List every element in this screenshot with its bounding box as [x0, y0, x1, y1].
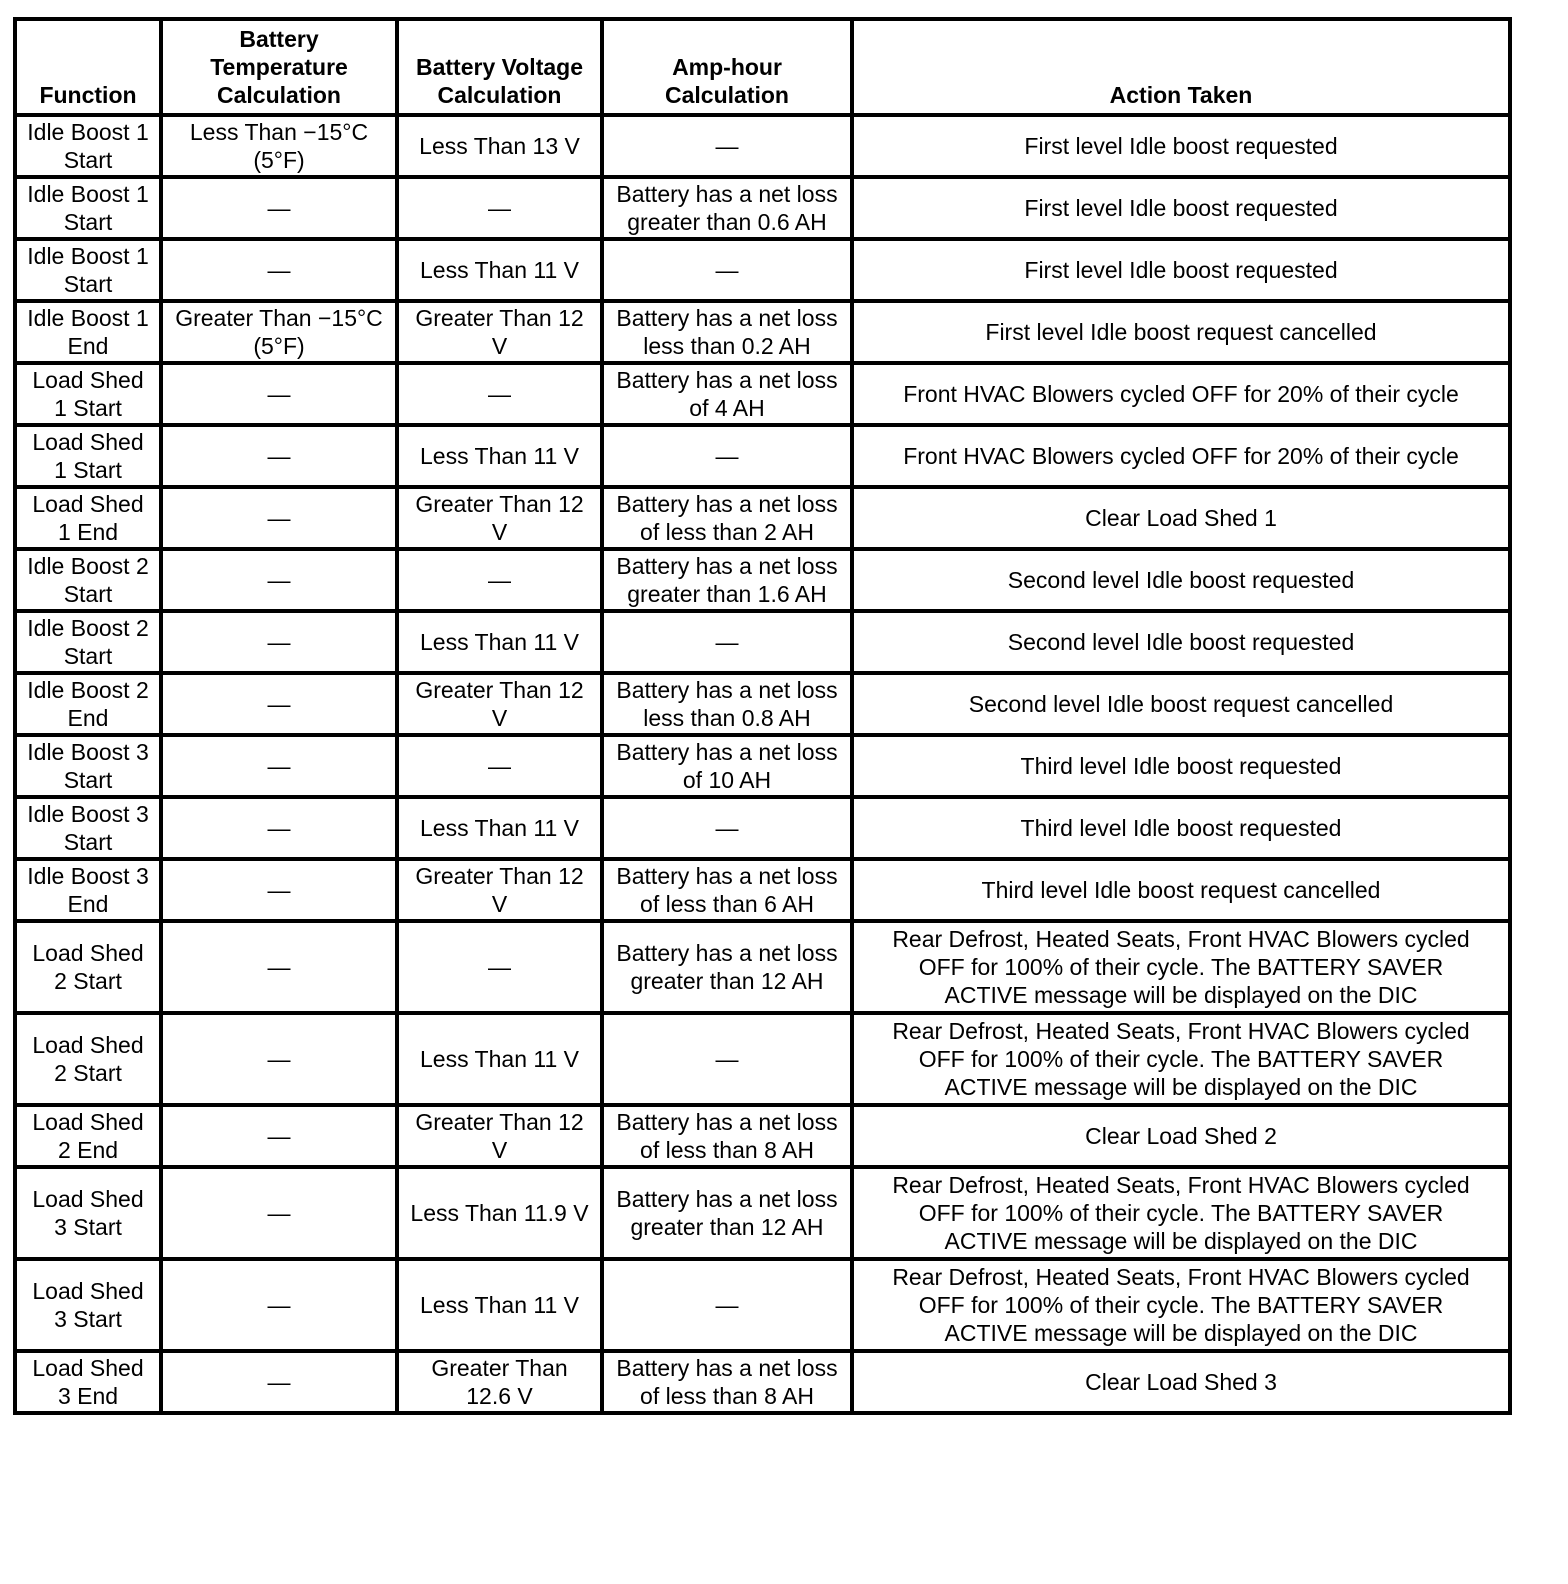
table-row: [15, 1259, 1510, 1351]
action-cell-text: Rear Defrost, Heated Seats, Front HVAC Blowers cycled OFF for 100% of their cycle. The BATTERY SAVER ACTIVE message will be displayed on the DIC: [892, 1172, 1470, 1254]
temperature-cell: [161, 363, 397, 425]
temperature-cell-text: Less Than −15°C (5°F): [189, 119, 369, 173]
function-cell-text: Idle Boost 3 Start: [27, 801, 149, 855]
temperature-cell: [161, 115, 397, 177]
temperature-cell: [161, 1351, 397, 1413]
temperature-cell-text: —: [267, 815, 291, 841]
function-cell: [15, 425, 161, 487]
temperature-cell-text: —: [267, 877, 291, 903]
amp-hour-cell-text: Battery has a net loss of less than 8 AH: [616, 1355, 838, 1409]
amp-hour-cell-text: Battery has a net loss less than 0.2 AH: [616, 305, 838, 359]
amp-hour-cell: [602, 239, 852, 301]
temperature-cell-text: —: [267, 753, 291, 779]
function-cell-text: Idle Boost 1 Start: [27, 243, 149, 297]
amp-hour-cell-text: —: [715, 815, 739, 841]
temperature-cell: [161, 859, 397, 921]
function-cell-text: Idle Boost 2 Start: [27, 553, 149, 607]
temperature-cell-text: —: [267, 195, 291, 221]
voltage-cell-text: Greater Than 12.6 V: [431, 1355, 568, 1409]
action-cell-text: Rear Defrost, Heated Seats, Front HVAC Blowers cycled OFF for 100% of their cycle. The BATTERY SAVER ACTIVE message will be displayed on the DIC: [892, 1018, 1470, 1100]
amp-hour-cell: [602, 611, 852, 673]
voltage-cell: [397, 549, 602, 611]
function-cell: [15, 487, 161, 549]
amp-hour-cell: [602, 115, 852, 177]
amp-hour-cell: [602, 735, 852, 797]
voltage-cell-text: Less Than 11 V: [420, 629, 579, 655]
amp-hour-cell-text: Battery has a net loss greater than 0.6 AH: [616, 181, 838, 235]
voltage-cell: [397, 363, 602, 425]
temperature-cell-text: —: [267, 1046, 291, 1072]
temperature-cell-text: —: [267, 1200, 291, 1226]
action-cell: [852, 549, 1510, 611]
amp-hour-cell: [602, 673, 852, 735]
action-cell-text: Clear Load Shed 2: [1085, 1123, 1277, 1149]
temperature-cell: [161, 549, 397, 611]
temperature-cell: [161, 301, 397, 363]
amp-hour-cell-text: —: [715, 443, 739, 469]
temperature-cell: [161, 797, 397, 859]
function-cell: [15, 735, 161, 797]
action-cell: [852, 611, 1510, 673]
function-cell-text: Load Shed 2 End: [32, 1109, 144, 1163]
function-cell-text: Load Shed 3 End: [32, 1355, 144, 1409]
temperature-cell-text: —: [267, 567, 291, 593]
amp-hour-cell-text: —: [715, 1046, 739, 1072]
temperature-cell: [161, 1259, 397, 1351]
voltage-cell: [397, 487, 602, 549]
action-cell: [852, 487, 1510, 549]
table-row: [15, 797, 1510, 859]
amp-hour-cell-text: Battery has a net loss greater than 12 AH: [616, 940, 838, 994]
amp-hour-cell: [602, 1351, 852, 1413]
function-cell: [15, 301, 161, 363]
voltage-cell-text: Less Than 13 V: [419, 133, 580, 159]
action-cell: [852, 239, 1510, 301]
table-row: [15, 1351, 1510, 1413]
function-cell: [15, 611, 161, 673]
action-cell-text: Front HVAC Blowers cycled OFF for 20% of their cycle: [903, 443, 1459, 469]
function-cell: [15, 1351, 161, 1413]
action-cell-text: First level Idle boost requested: [1024, 133, 1338, 159]
voltage-cell: [397, 797, 602, 859]
action-cell-text: Third level Idle boost requested: [1020, 753, 1342, 779]
table-row: [15, 239, 1510, 301]
action-cell-text: Second level Idle boost requested: [1007, 629, 1355, 655]
temperature-cell: [161, 1105, 397, 1167]
action-cell: [852, 859, 1510, 921]
amp-hour-cell: [602, 859, 852, 921]
table-row: [15, 1167, 1510, 1259]
table-row: [15, 1013, 1510, 1105]
action-cell: [852, 301, 1510, 363]
voltage-cell: [397, 115, 602, 177]
action-cell-text: Third level Idle boost requested: [1020, 815, 1342, 841]
function-cell: [15, 673, 161, 735]
voltage-cell-text: —: [488, 954, 511, 980]
voltage-cell: [397, 425, 602, 487]
table-row: [15, 115, 1510, 177]
voltage-cell-text: Less Than 11 V: [420, 1292, 579, 1318]
amp-hour-cell-text: —: [715, 133, 739, 159]
voltage-cell-text: —: [488, 195, 511, 221]
amp-hour-cell: [602, 301, 852, 363]
temperature-cell-text: —: [267, 443, 291, 469]
action-cell-text: Clear Load Shed 1: [1085, 505, 1277, 531]
action-cell-text: Second level Idle boost request cancelled: [968, 691, 1394, 717]
voltage-cell: [397, 1351, 602, 1413]
voltage-cell-text: Less Than 11 V: [420, 1046, 579, 1072]
amp-hour-cell-text: —: [715, 257, 739, 283]
temperature-cell: [161, 239, 397, 301]
amp-hour-cell-text: Battery has a net loss of less than 6 AH: [616, 863, 838, 917]
function-cell-text: Idle Boost 1 End: [27, 305, 149, 359]
voltage-cell: [397, 1013, 602, 1105]
table-row: [15, 1105, 1510, 1167]
voltage-cell-text: Greater Than 12 V: [415, 305, 584, 359]
function-cell: [15, 115, 161, 177]
header-battery-voltage: Battery Voltage Calculation: [397, 19, 602, 115]
amp-hour-cell: [602, 1105, 852, 1167]
temperature-cell: [161, 177, 397, 239]
action-cell-text: Second level Idle boost requested: [1007, 567, 1355, 593]
table-row: [15, 549, 1510, 611]
temperature-cell-text: —: [267, 505, 291, 531]
header-row: [15, 19, 1510, 115]
action-cell: [852, 797, 1510, 859]
function-cell: [15, 239, 161, 301]
amp-hour-cell: [602, 363, 852, 425]
action-cell: [852, 1013, 1510, 1105]
amp-hour-cell-text: Battery has a net loss greater than 12 AH: [616, 1186, 838, 1240]
action-cell: [852, 177, 1510, 239]
table-row: [15, 735, 1510, 797]
amp-hour-cell-text: Battery has a net loss of 10 AH: [616, 739, 838, 793]
action-cell-text: Front HVAC Blowers cycled OFF for 20% of their cycle: [903, 381, 1459, 407]
function-cell: [15, 363, 161, 425]
voltage-cell-text: —: [488, 753, 511, 779]
voltage-cell-text: —: [488, 567, 511, 593]
table-row: [15, 425, 1510, 487]
header-function: Function: [15, 19, 161, 115]
voltage-cell-text: Less Than 11 V: [420, 815, 579, 841]
temperature-cell-text: —: [267, 1292, 291, 1318]
voltage-cell-text: —: [488, 381, 511, 407]
temperature-cell: [161, 673, 397, 735]
temperature-cell: [161, 1013, 397, 1105]
voltage-cell: [397, 673, 602, 735]
function-cell: [15, 797, 161, 859]
action-cell-text: First level Idle boost requested: [1024, 195, 1338, 221]
voltage-cell-text: Less Than 11 V: [420, 443, 579, 469]
voltage-cell-text: Greater Than 12 V: [415, 677, 584, 731]
temperature-cell: [161, 1167, 397, 1259]
table-row: [15, 611, 1510, 673]
function-cell: [15, 549, 161, 611]
header-action-taken: Action Taken: [852, 19, 1510, 115]
action-cell: [852, 1351, 1510, 1413]
function-cell: [15, 859, 161, 921]
battery-management-table: [13, 17, 1512, 1415]
amp-hour-cell: [602, 549, 852, 611]
function-cell-text: Idle Boost 1 Start: [27, 119, 149, 173]
function-cell-text: Idle Boost 3 Start: [27, 739, 149, 793]
function-cell: [15, 921, 161, 1013]
function-cell-text: Idle Boost 1 Start: [27, 181, 149, 235]
amp-hour-cell: [602, 1259, 852, 1351]
function-cell-text: Idle Boost 3 End: [27, 863, 149, 917]
temperature-cell-text: —: [267, 257, 291, 283]
voltage-cell: [397, 239, 602, 301]
action-cell-text: First level Idle boost requested: [1024, 257, 1338, 283]
temperature-cell: [161, 487, 397, 549]
function-cell: [15, 1013, 161, 1105]
action-cell-text: Rear Defrost, Heated Seats, Front HVAC Blowers cycled OFF for 100% of their cycle. The BATTERY SAVER ACTIVE message will be displayed on the DIC: [892, 926, 1470, 1008]
voltage-cell: [397, 301, 602, 363]
amp-hour-cell: [602, 487, 852, 549]
amp-hour-cell: [602, 921, 852, 1013]
amp-hour-cell-text: Battery has a net loss less than 0.8 AH: [616, 677, 838, 731]
action-cell-text: Clear Load Shed 3: [1085, 1369, 1277, 1395]
header-battery-temperature: Battery Temperature Calculation: [161, 19, 397, 115]
action-cell-text: First level Idle boost request cancelled: [985, 319, 1377, 345]
temperature-cell-text: —: [267, 1369, 291, 1395]
temperature-cell-text: Greater Than −15°C (5°F): [175, 305, 383, 359]
voltage-cell-text: Greater Than 12 V: [415, 1109, 584, 1163]
voltage-cell: [397, 859, 602, 921]
table-row: [15, 177, 1510, 239]
function-cell-text: Idle Boost 2 Start: [27, 615, 149, 669]
amp-hour-cell: [602, 177, 852, 239]
temperature-cell-text: —: [267, 1123, 291, 1149]
temperature-cell: [161, 735, 397, 797]
voltage-cell: [397, 735, 602, 797]
function-cell-text: Idle Boost 2 End: [27, 677, 149, 731]
function-cell: [15, 1259, 161, 1351]
function-cell-text: Load Shed 1 End: [32, 491, 144, 545]
voltage-cell: [397, 1105, 602, 1167]
action-cell: [852, 1105, 1510, 1167]
temperature-cell: [161, 425, 397, 487]
action-cell-text: Rear Defrost, Heated Seats, Front HVAC Blowers cycled OFF for 100% of their cycle. The BATTERY SAVER ACTIVE message will be displayed on the DIC: [892, 1264, 1470, 1346]
temperature-cell: [161, 611, 397, 673]
function-cell-text: Load Shed 2 Start: [32, 1032, 144, 1086]
voltage-cell-text: Greater Than 12 V: [415, 863, 584, 917]
table-row: [15, 301, 1510, 363]
voltage-cell: [397, 1167, 602, 1259]
voltage-cell: [397, 1259, 602, 1351]
function-cell-text: Load Shed 1 Start: [32, 429, 144, 483]
amp-hour-cell-text: Battery has a net loss of less than 8 AH: [616, 1109, 838, 1163]
amp-hour-cell: [602, 425, 852, 487]
amp-hour-cell-text: Battery has a net loss of less than 2 AH: [616, 491, 838, 545]
temperature-cell-text: —: [267, 381, 291, 407]
table-row: [15, 487, 1510, 549]
action-cell-text: Third level Idle boost request cancelled: [981, 877, 1381, 903]
temperature-cell-text: —: [267, 954, 291, 980]
amp-hour-cell-text: —: [715, 1292, 739, 1318]
function-cell: [15, 177, 161, 239]
action-cell: [852, 1167, 1510, 1259]
temperature-cell: [161, 921, 397, 1013]
amp-hour-cell: [602, 1013, 852, 1105]
function-cell-text: Load Shed 3 Start: [32, 1186, 144, 1240]
function-cell-text: Load Shed 3 Start: [32, 1278, 144, 1332]
action-cell: [852, 1259, 1510, 1351]
action-cell: [852, 921, 1510, 1013]
table-row: [15, 859, 1510, 921]
action-cell: [852, 425, 1510, 487]
table-row: [15, 673, 1510, 735]
function-cell: [15, 1105, 161, 1167]
action-cell: [852, 735, 1510, 797]
voltage-cell: [397, 611, 602, 673]
header-amp-hour: Amp-hour Calculation: [602, 19, 852, 115]
table-body: [15, 115, 1510, 1413]
table-row: [15, 363, 1510, 425]
voltage-cell: [397, 177, 602, 239]
action-cell: [852, 673, 1510, 735]
function-cell-text: Load Shed 2 Start: [32, 940, 144, 994]
function-cell: [15, 1167, 161, 1259]
temperature-cell-text: —: [267, 691, 291, 717]
amp-hour-cell-text: Battery has a net loss greater than 1.6 AH: [616, 553, 838, 607]
amp-hour-cell: [602, 1167, 852, 1259]
amp-hour-cell-text: —: [715, 629, 739, 655]
action-cell: [852, 363, 1510, 425]
temperature-cell-text: —: [267, 629, 291, 655]
voltage-cell-text: Less Than 11.9 V: [410, 1200, 589, 1226]
table-row: [15, 921, 1510, 1013]
voltage-cell-text: Greater Than 12 V: [415, 491, 584, 545]
action-cell: [852, 115, 1510, 177]
function-cell-text: Load Shed 1 Start: [32, 367, 144, 421]
amp-hour-cell: [602, 797, 852, 859]
voltage-cell: [397, 921, 602, 1013]
amp-hour-cell-text: Battery has a net loss of 4 AH: [616, 367, 838, 421]
voltage-cell-text: Less Than 11 V: [420, 257, 579, 283]
